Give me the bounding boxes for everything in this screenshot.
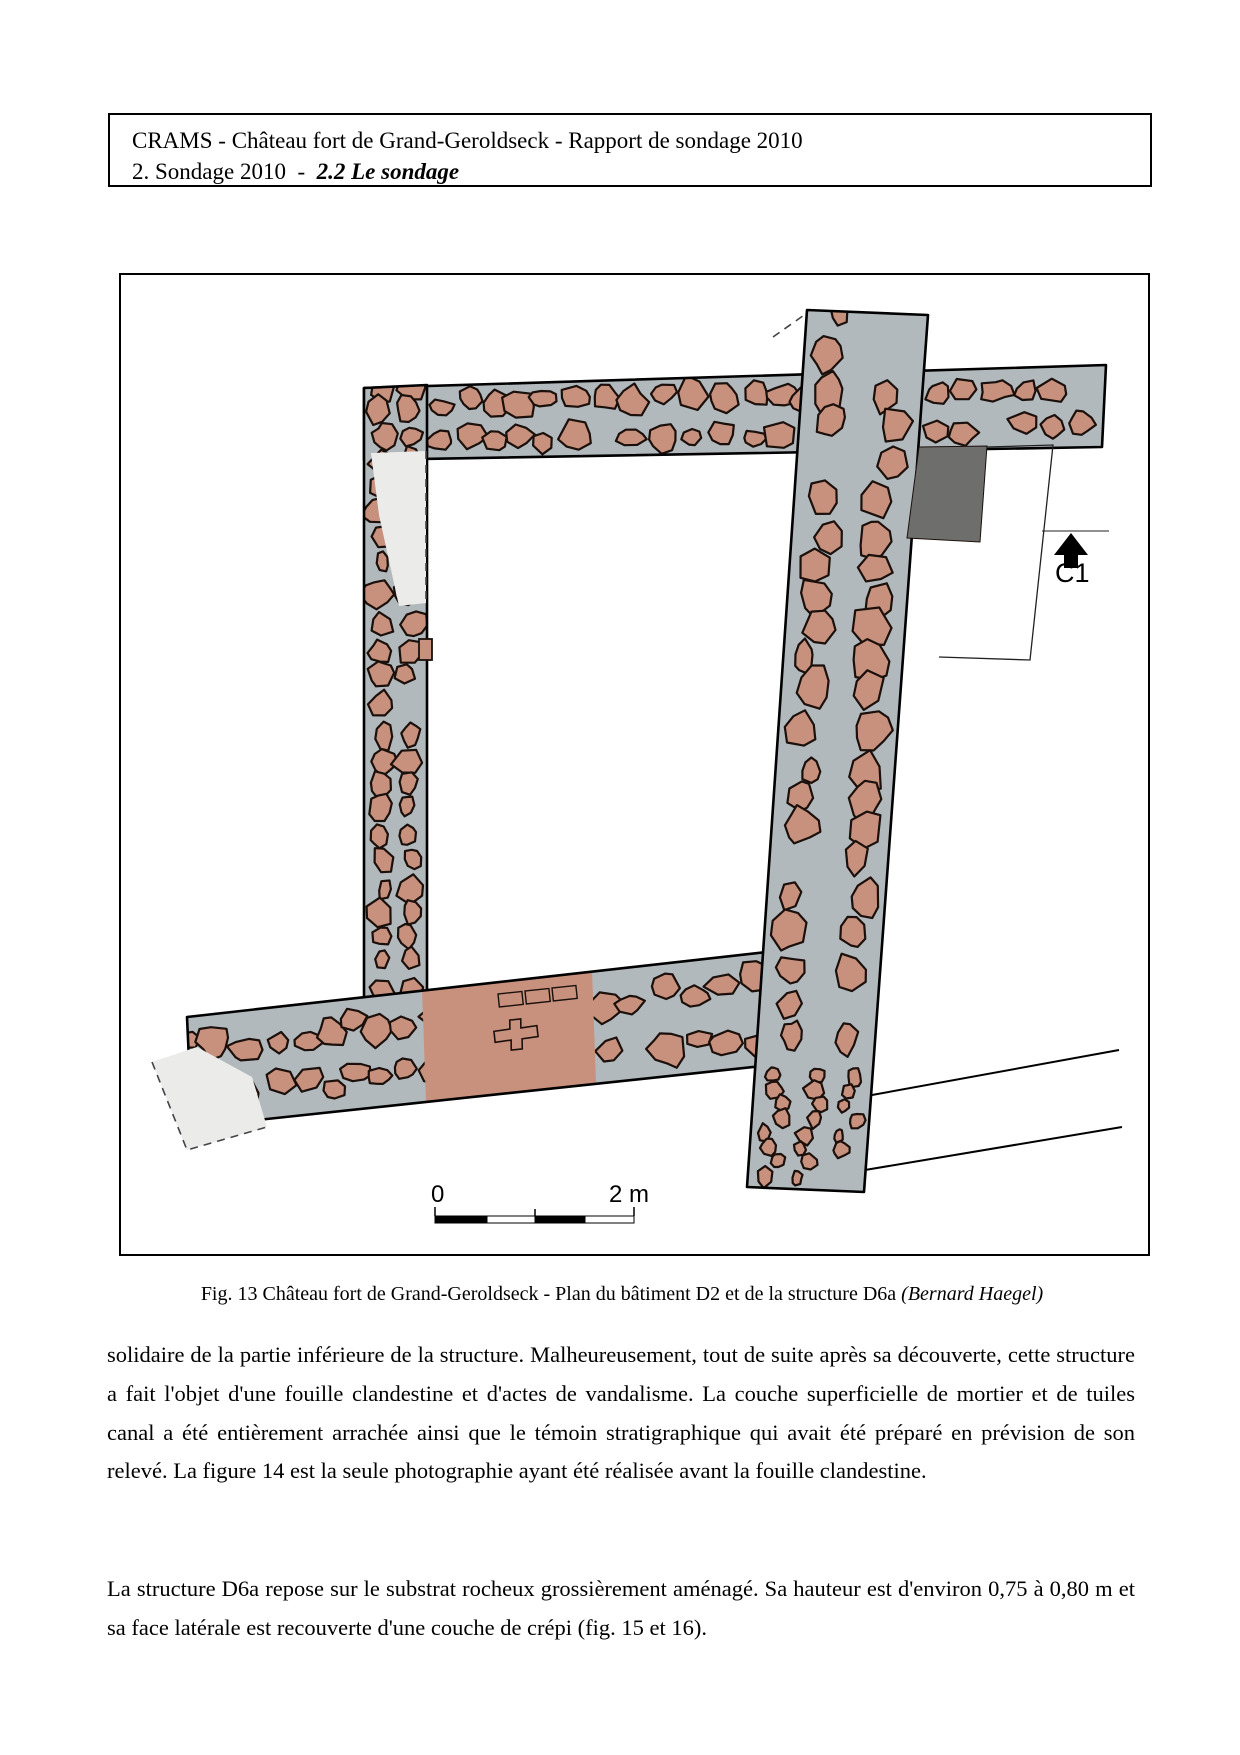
scale-zero-label: 0	[431, 1181, 445, 1208]
site-plan-drawing	[121, 275, 1148, 1254]
scale-end-label: 2 m	[609, 1181, 650, 1208]
header-subtitle	[132, 156, 1150, 187]
wall-projection-line-lower	[865, 1127, 1122, 1170]
masonry-walls	[152, 298, 1106, 1192]
header-subtitle-section: 2.2 Le sondage	[316, 159, 460, 184]
header-title: CRAMS - Château fort de Grand-Geroldseck - Rapport de sondage 2010	[132, 128, 803, 153]
figure-caption	[107, 1283, 1137, 1306]
c1-label: C1	[1055, 558, 1090, 588]
figure-caption-credit: (Bernard Haegel)	[901, 1283, 1044, 1305]
page-header-box	[108, 113, 1152, 187]
body-paragraph-1: solidaire de la partie inférieure de la structure. Malheureusement, tout de suite après sa découverte, cette structure a fait l'objet d'une fouille clandestine et d'actes de vandalisme. La couche superficielle de mortier et de tuiles canal a été entièrement arrachée ainsi que le témoin stratigraphique qui avait été préparé en prévision de son relevé. La figure 14 est la seule photographie ayant été réalisée avant la fouille clandestine.	[107, 1342, 1135, 1484]
wall-projection-line-upper	[872, 1050, 1119, 1095]
figure-caption-text: Fig. 13 Château fort de Grand-Geroldseck - Plan du bâtiment D2 et de la structure D6a	[200, 1283, 902, 1305]
figure-13-box	[119, 273, 1150, 1256]
header-subtitle-prefix: 2. Sondage 2010 -	[132, 159, 317, 184]
scale-bar	[431, 1181, 649, 1223]
dark-feature-rect	[907, 446, 987, 542]
bottom-wall-stones	[174, 952, 772, 1127]
top-wall-stones	[354, 365, 1107, 460]
body-paragraph-2: La structure D6a repose sur le substrat rocheux grossièrement aménagé. Sa hauteur est d'environ 0,75 à 0,80 m et sa face latérale est recouverte d'une couche de crépi (fig. 15 et 16).	[107, 1576, 1135, 1640]
